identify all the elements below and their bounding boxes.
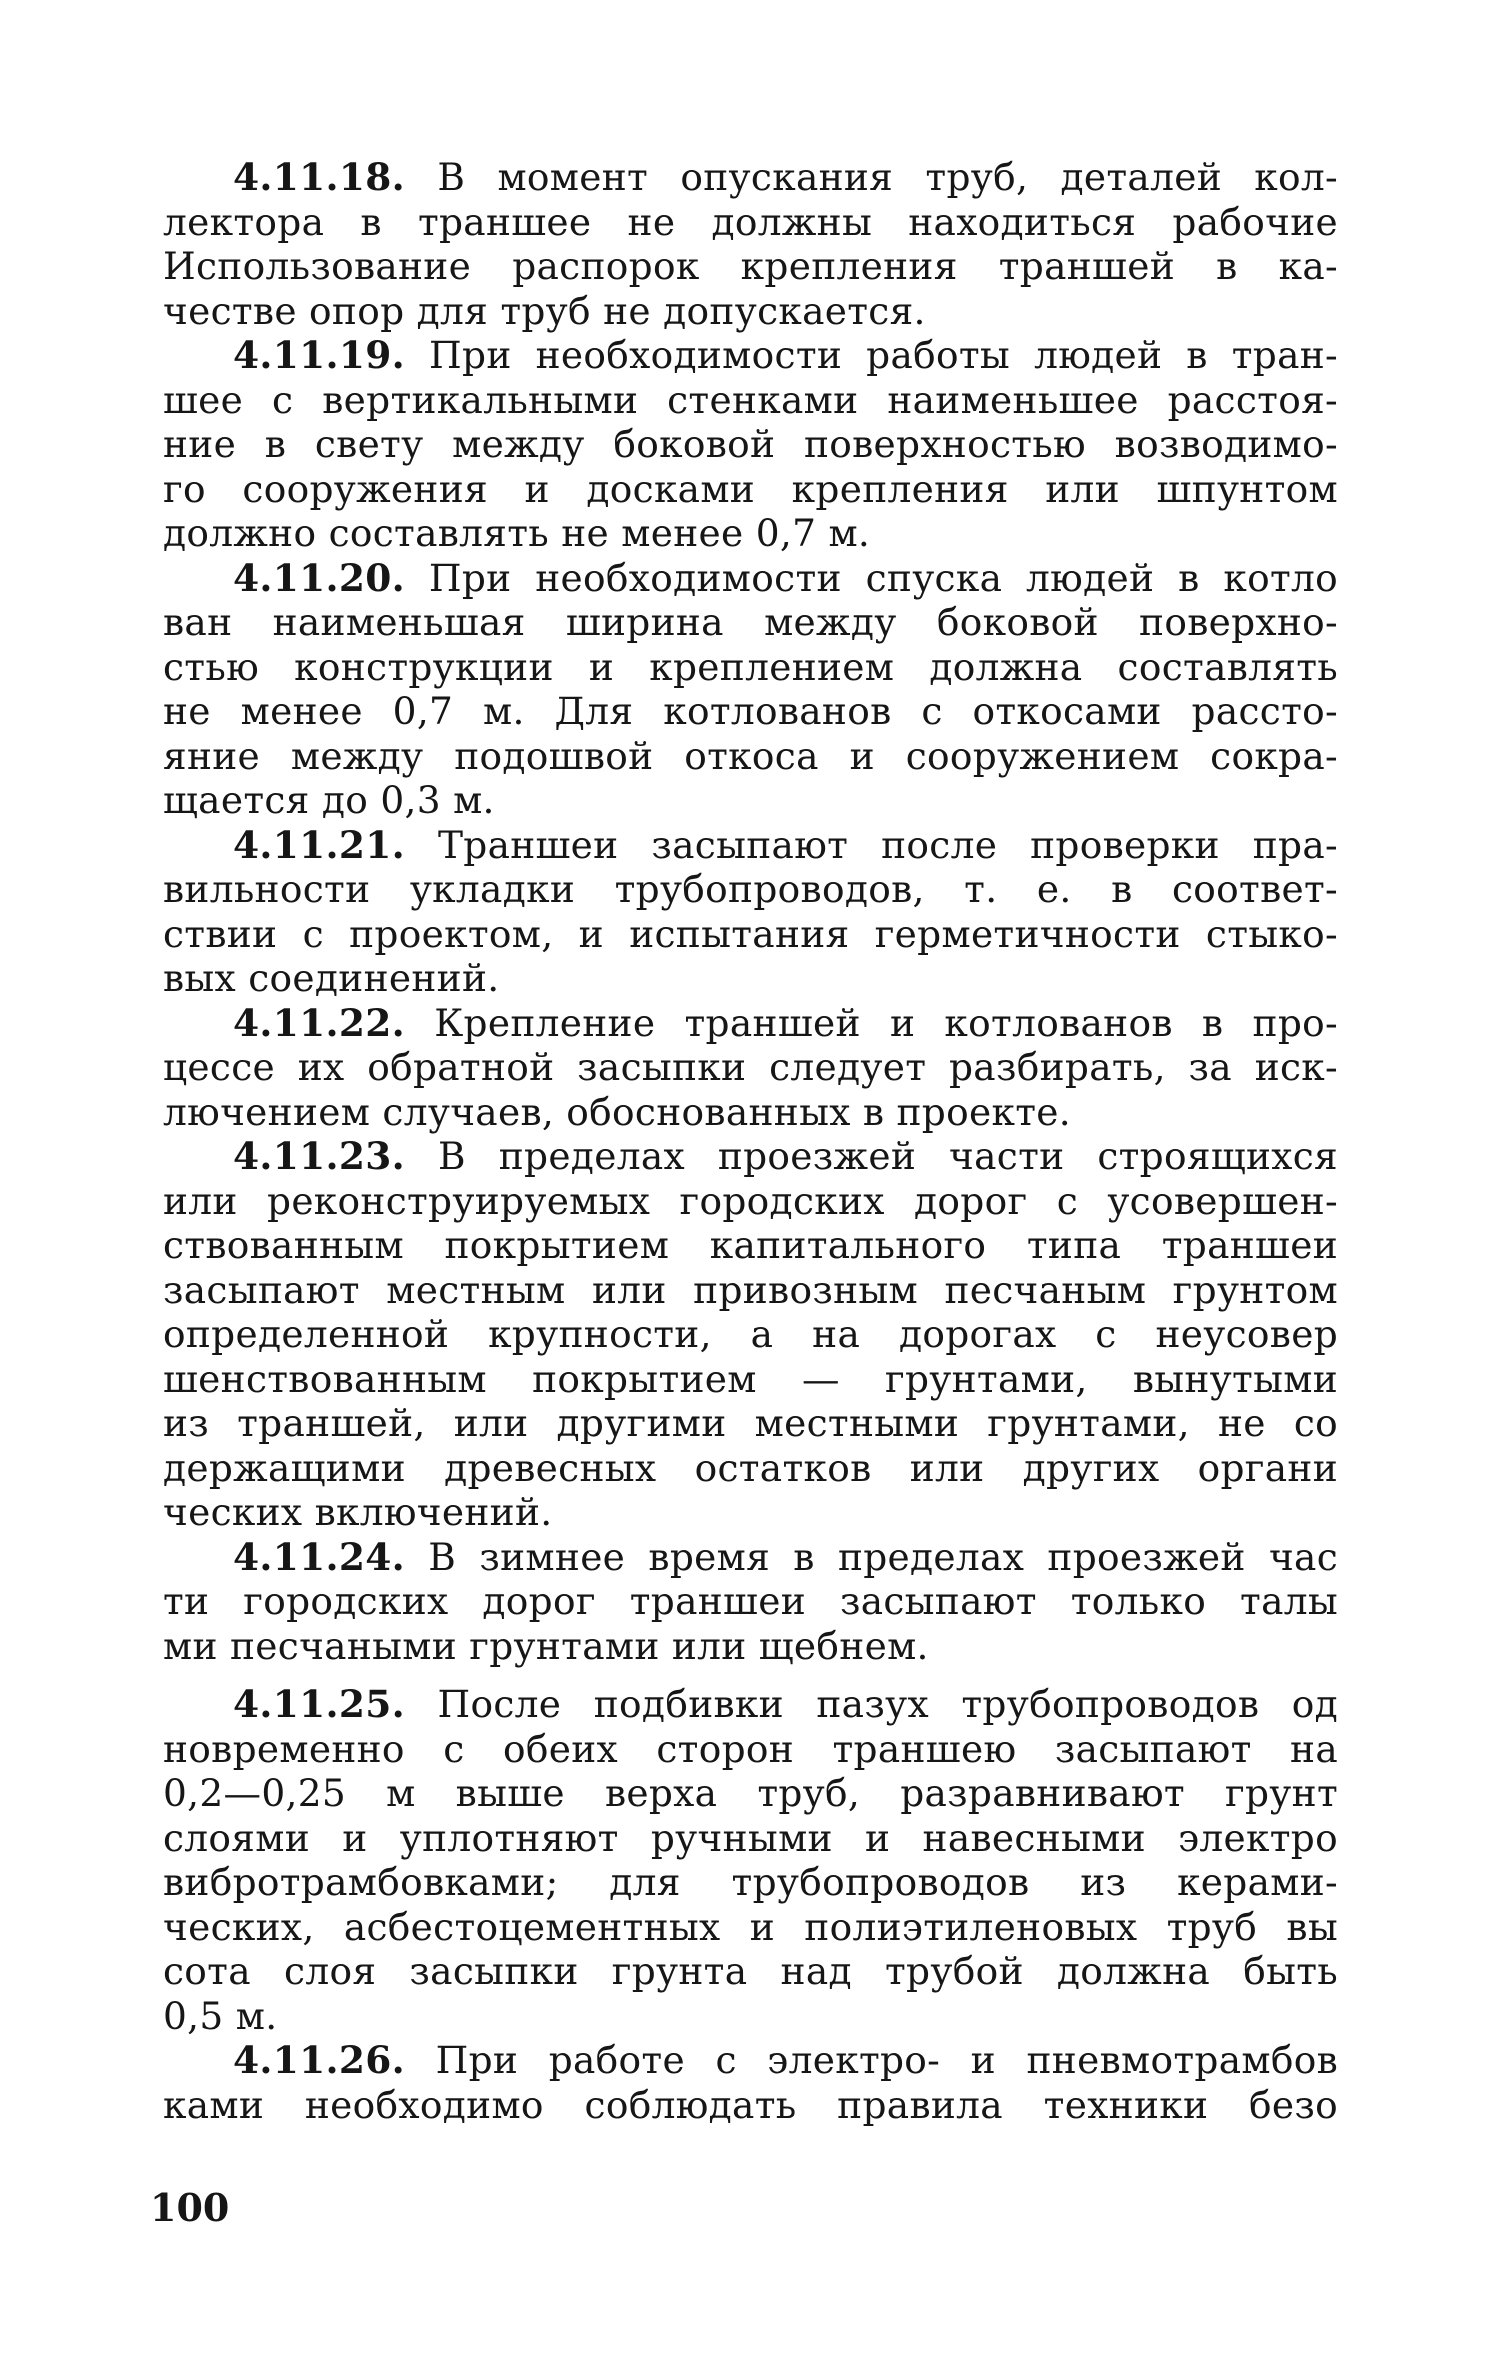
text-line: го сооружения и досками крепления или шпунтом (163, 466, 1338, 511)
section-number: 4.11.21. (233, 822, 406, 867)
paragraph-gap (163, 1668, 1338, 1682)
section-4-11-21 (163, 823, 1338, 1001)
section-number: 4.11.18. (233, 155, 406, 199)
text-line: ствованным покрытием капитального типа траншеи (163, 1223, 1338, 1267)
text-line: лектора в траншее не должны находиться рабочие (163, 199, 1338, 244)
body-text (163, 155, 1338, 2127)
section-first-line: При работе с электро- и пневмотрамбов (435, 2038, 1338, 2082)
section-number: 4.11.25. (233, 1682, 406, 1726)
section-4-11-25 (163, 1682, 1338, 2038)
text-line: ван наименьшая ширина между боковой поверхно- (163, 600, 1338, 644)
text-line: должно составлять не менее 0,7 м. (163, 511, 871, 555)
text-line: засыпают местным или привозным песчаным грунтом (163, 1267, 1338, 1312)
section-number: 4.11.24. (233, 1534, 406, 1579)
text-line: новременно с обеих сторон траншею засыпают на (163, 1726, 1338, 1771)
section-4-11-26 (163, 2038, 1338, 2127)
section-first-line: В зимнее время в пределах проезжей час (428, 1534, 1338, 1579)
text-line: вибротрамбовками; для трубопроводов из керами- (163, 1860, 1338, 1904)
section-first-line: При необходимости работы людей в тран- (429, 333, 1338, 377)
text-line: ти городских дорог траншеи засыпают только талы (163, 1579, 1338, 1623)
page-number: 100 (150, 2185, 230, 2230)
text-line: или реконструируемых городских дорог с усовершен- (163, 1178, 1338, 1223)
section-number: 4.11.26. (233, 2038, 406, 2082)
text-line: стью конструкции и креплением должна составлять (163, 644, 1338, 689)
text-line: 0,5 м. (163, 1993, 278, 2038)
section-first-line: Траншеи засыпают после проверки пра- (437, 822, 1338, 867)
text-line: вильности укладки трубопроводов, т. е. в соответ- (163, 867, 1338, 911)
section-first-line: Крепление траншей и котлованов в про- (434, 1000, 1338, 1045)
section-4-11-20 (163, 556, 1338, 823)
section-number: 4.11.19. (233, 333, 406, 377)
text-line: из траншей, или другими местными грунтами, не со (163, 1401, 1338, 1445)
section-4-11-19 (163, 333, 1338, 556)
section-4-11-18 (163, 155, 1338, 333)
text-line: определенной крупности, а на дорогах с неусовер (163, 1312, 1338, 1356)
text-line: шее с вертикальными стенками наименьшее расстоя- (163, 377, 1338, 422)
text-line: лючением случаев, обоснованных в проекте. (163, 1089, 1071, 1134)
text-line: Использование распорок крепления траншей в ка- (163, 244, 1338, 288)
section-number: 4.11.20. (233, 555, 406, 600)
section-first-line: При необходимости спуска людей в котло (428, 555, 1338, 600)
text-line: 0,2—0,25 м выше верха труб, разравнивают грунт (163, 1771, 1338, 1815)
section-4-11-23 (163, 1134, 1338, 1535)
text-line: ческих, асбестоцементных и полиэтиленовых труб вы (163, 1904, 1338, 1949)
text-line: шенствованным покрытием — грунтами, вынутыми (163, 1356, 1338, 1401)
section-number: 4.11.22. (233, 1000, 406, 1045)
text-line: яние между подошвой откоса и сооружением сокра- (163, 733, 1338, 778)
section-first-line: В пределах проезжей части строящихся (437, 1134, 1338, 1178)
section-first-line: В момент опускания труб, деталей кол- (437, 155, 1338, 199)
text-line: держащими древесных остатков или других органи (163, 1445, 1338, 1490)
section-4-11-24 (163, 1535, 1338, 1669)
section-4-11-22 (163, 1001, 1338, 1135)
text-line: ствии с проектом, и испытания герметичности стыко- (163, 911, 1338, 956)
text-line: ми песчаными грунтами или щебнем. (163, 1623, 929, 1668)
text-line: ческих включений. (163, 1490, 553, 1534)
section-number: 4.11.23. (233, 1134, 406, 1178)
text-line: ками необходимо соблюдать правила техники безо (163, 2082, 1338, 2127)
text-line: щается до 0,3 м. (163, 778, 495, 822)
text-line: не менее 0,7 м. Для котлованов с откосами рассто- (163, 689, 1338, 733)
text-line: цессе их обратной засыпки следует разбирать, за иск- (163, 1045, 1338, 1089)
text-line: сота слоя засыпки грунта над трубой должна быть (163, 1949, 1338, 1993)
text-line: ние в свету между боковой поверхностью возводимо- (163, 422, 1338, 466)
section-first-line: После подбивки пазух трубопроводов од (437, 1682, 1338, 1726)
text-line: слоями и уплотняют ручными и навесными электро (163, 1815, 1338, 1860)
text-line: честве опор для труб не допускается. (163, 288, 926, 333)
text-line: вых соединений. (163, 956, 500, 1000)
